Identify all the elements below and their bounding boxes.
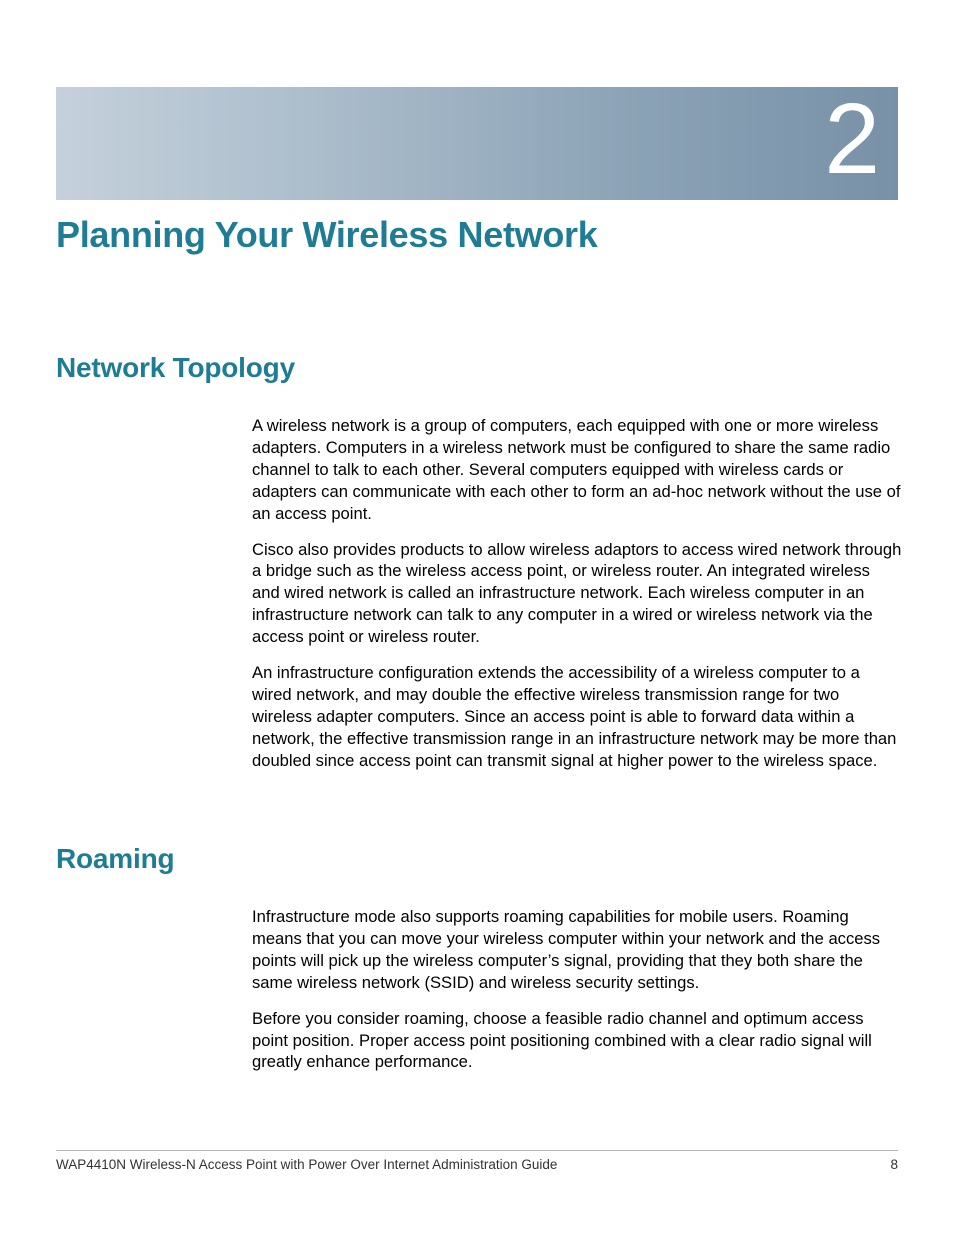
roaming-body	[252, 906, 902, 1087]
paragraph: Before you consider roaming, choose a feasible radio channel and optimum access point position. Proper access point positioning combined with a clear radio signal will greatly enhance performance.	[252, 1008, 872, 1072]
paragraph: An infrastructure configuration extends the accessibility of a wireless computer to a wired network, and may double the effective wireless transmission range for two wireless adapter computers. Since an access point is able to forward data within a network, the effective transmission range in an infrastructure network may be more than doubled since access point can transmit signal at higher power to the wireless space.	[252, 663, 897, 770]
paragraph: Infrastructure mode also supports roaming capabilities for mobile users. Roaming means that you can move your wireless computer within your network and the access points will pick up the wireless computer’s signal, providing that they both share the same wireless network (SSID) and wireless security settings.	[252, 907, 881, 992]
chapter-title: Planning Your Wireless Network	[56, 214, 598, 255]
footer-page-number: 8	[890, 1157, 898, 1172]
footer-divider	[56, 1150, 898, 1151]
network-topology-body	[252, 415, 902, 786]
footer-doc-title: WAP4410N Wireless-N Access Point with Power Over Internet Administration Guide	[56, 1157, 558, 1172]
chapter-number: 2	[824, 83, 880, 195]
paragraph: Cisco also provides products to allow wireless adaptors to access wired network through a bridge such as the wireless access point, or wireless router. An integrated wireless and wired network is called an infrastructure network. Each wireless computer in an infrastructure network can talk to any computer in a wired or wireless network via the access point or wireless router.	[252, 539, 902, 647]
section-heading-network-topology: Network Topology	[56, 352, 295, 383]
section-heading-roaming: Roaming	[56, 843, 175, 874]
chapter-banner	[56, 83, 898, 200]
paragraph: A wireless network is a group of computers, each equipped with one or more wireless adapters. Computers in a wireless network must be configured to share the same radio channel to talk to each other. Several computers equipped with wireless cards or adapters can communicate with each other to form an ad-hoc network without the use of an access point.	[252, 416, 901, 523]
